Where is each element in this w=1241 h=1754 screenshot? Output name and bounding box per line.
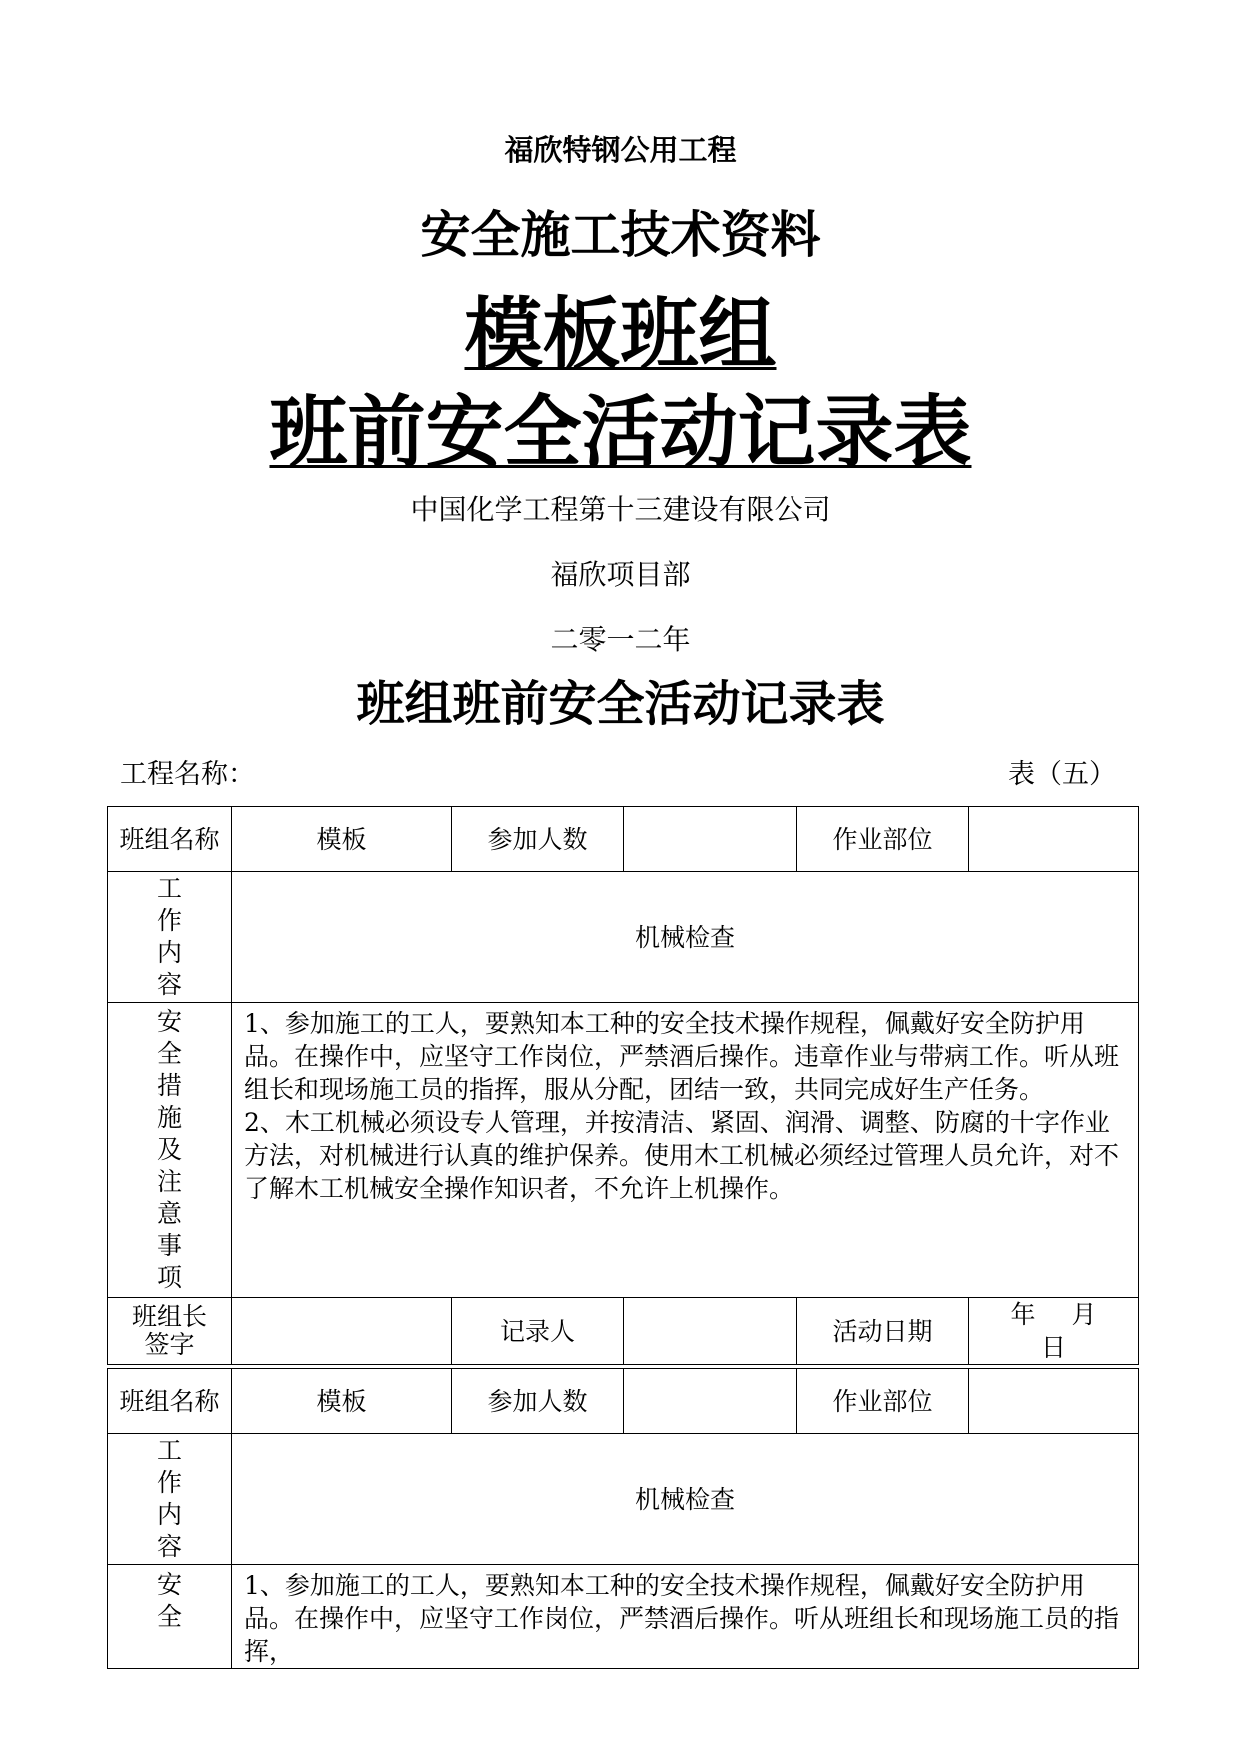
- team-name-value: 模板: [232, 807, 452, 872]
- recorder-label: 记录人: [452, 1298, 624, 1365]
- team-title-text: 模板班组: [464, 289, 777, 380]
- form-heading: 班组班前安全活动记录表: [356, 676, 885, 732]
- form-number: 表（五）: [1008, 759, 1116, 790]
- safety-measures-label: [108, 1003, 232, 1298]
- work-content-label-char: 内: [156, 938, 182, 967]
- safety-label-char: 安: [156, 1570, 182, 1599]
- team-name-value: 模板: [232, 1369, 452, 1434]
- safety-label-char: 及: [156, 1135, 182, 1164]
- participants-value: [624, 807, 797, 872]
- leader-sign-label: [108, 1298, 232, 1365]
- project-title: 福欣特钢公用工程: [504, 133, 737, 167]
- team-info-row: [108, 807, 1139, 872]
- work-content-label: [108, 1434, 232, 1565]
- safety-label-char: 项: [156, 1263, 182, 1292]
- record-table-1: [107, 806, 1139, 1365]
- record-form-title: [0, 388, 1241, 478]
- team-title: [0, 290, 1241, 380]
- team-name-label: 班组名称: [108, 807, 232, 872]
- work-content-label-char: 容: [156, 1532, 182, 1561]
- team-name-label: 班组名称: [108, 1369, 232, 1434]
- signature-row: [108, 1298, 1139, 1365]
- work-location-label: 作业部位: [797, 807, 969, 872]
- safety-label-char: 安: [156, 1007, 182, 1036]
- work-content-label-char: 工: [156, 1436, 182, 1465]
- safety-label-char: 事: [156, 1231, 182, 1260]
- participants-label: 参加人数: [452, 807, 624, 872]
- safety-measures-text: 1、参加施工的工人，要熟知本工种的安全技术操作规程，佩戴好安全防护用品。在操作中，应坚守工作岗位，严禁酒后操作。听从班组长和现场施工员的指挥，: [232, 1565, 1139, 1669]
- work-content-row: [108, 872, 1139, 1003]
- document-title: 安全施工技术资料: [420, 205, 821, 264]
- date-year-label: 年: [1010, 1300, 1036, 1329]
- safety-label-char: 措: [156, 1071, 182, 1100]
- leader-sign-value: [232, 1298, 452, 1365]
- work-content-row: [108, 1434, 1139, 1565]
- safety-measures-text: 1、参加施工的工人，要熟知本工种的安全技术操作规程，佩戴好安全防护用品。在操作中，应坚守工作岗位，严禁酒后操作。违章作业与带病工作。听从班组长和现场施工员的指挥，服从分配，团结一致，共同完成好生产任务。 2、木工机械必须设专人管理，并按清洁、紧固、润滑、调整、防腐的十字作业方法，对机械进行认真的维护保养。使用木工机械必须经过管理人员允许，对不了解木工机械安全操作知识者，不允许上机操作。: [232, 1003, 1139, 1298]
- work-content-value: 机械检查: [232, 872, 1139, 1003]
- participants-value: [624, 1369, 797, 1434]
- record-form-title-text: 班前安全活动记录表: [269, 387, 972, 478]
- work-content-value: 机械检查: [232, 1434, 1139, 1565]
- safety-label-char: 施: [156, 1103, 182, 1132]
- recorder-value: [624, 1298, 797, 1365]
- safety-measures-row: [108, 1565, 1139, 1669]
- work-content-label-char: 容: [156, 970, 182, 999]
- company-name: 中国化学工程第十三建设有限公司: [410, 493, 831, 526]
- work-content-label-char: 工: [156, 874, 182, 903]
- safety-measures-row: [108, 1003, 1139, 1298]
- work-content-label-char: 作: [156, 1468, 182, 1497]
- activity-date-value: [969, 1298, 1139, 1365]
- leader-sign-label-line: 班组长: [131, 1302, 207, 1331]
- activity-date-label: 活动日期: [797, 1298, 969, 1365]
- work-location-value: [969, 1369, 1139, 1434]
- work-content-label: [108, 872, 232, 1003]
- date-day-label: 日: [1040, 1333, 1066, 1362]
- year-text: 二零一二年: [550, 623, 691, 656]
- work-location-label: 作业部位: [797, 1369, 969, 1434]
- work-content-label-char: 作: [156, 906, 182, 935]
- safety-measures-label: [108, 1565, 232, 1669]
- project-name-label: 工程名称：: [120, 759, 255, 790]
- date-month-label: 月: [1071, 1300, 1097, 1329]
- safety-label-char: 意: [156, 1199, 182, 1228]
- team-info-row: [108, 1369, 1139, 1434]
- department-name: 福欣项目部: [550, 558, 691, 591]
- work-location-value: [969, 807, 1139, 872]
- record-table-2: [107, 1368, 1139, 1669]
- safety-label-char: 注: [156, 1167, 182, 1196]
- work-content-label-char: 内: [156, 1500, 182, 1529]
- safety-label-char: 全: [156, 1602, 182, 1631]
- participants-label: 参加人数: [452, 1369, 624, 1434]
- safety-label-char: 全: [156, 1039, 182, 1068]
- leader-sign-label-line: 签字: [144, 1330, 195, 1359]
